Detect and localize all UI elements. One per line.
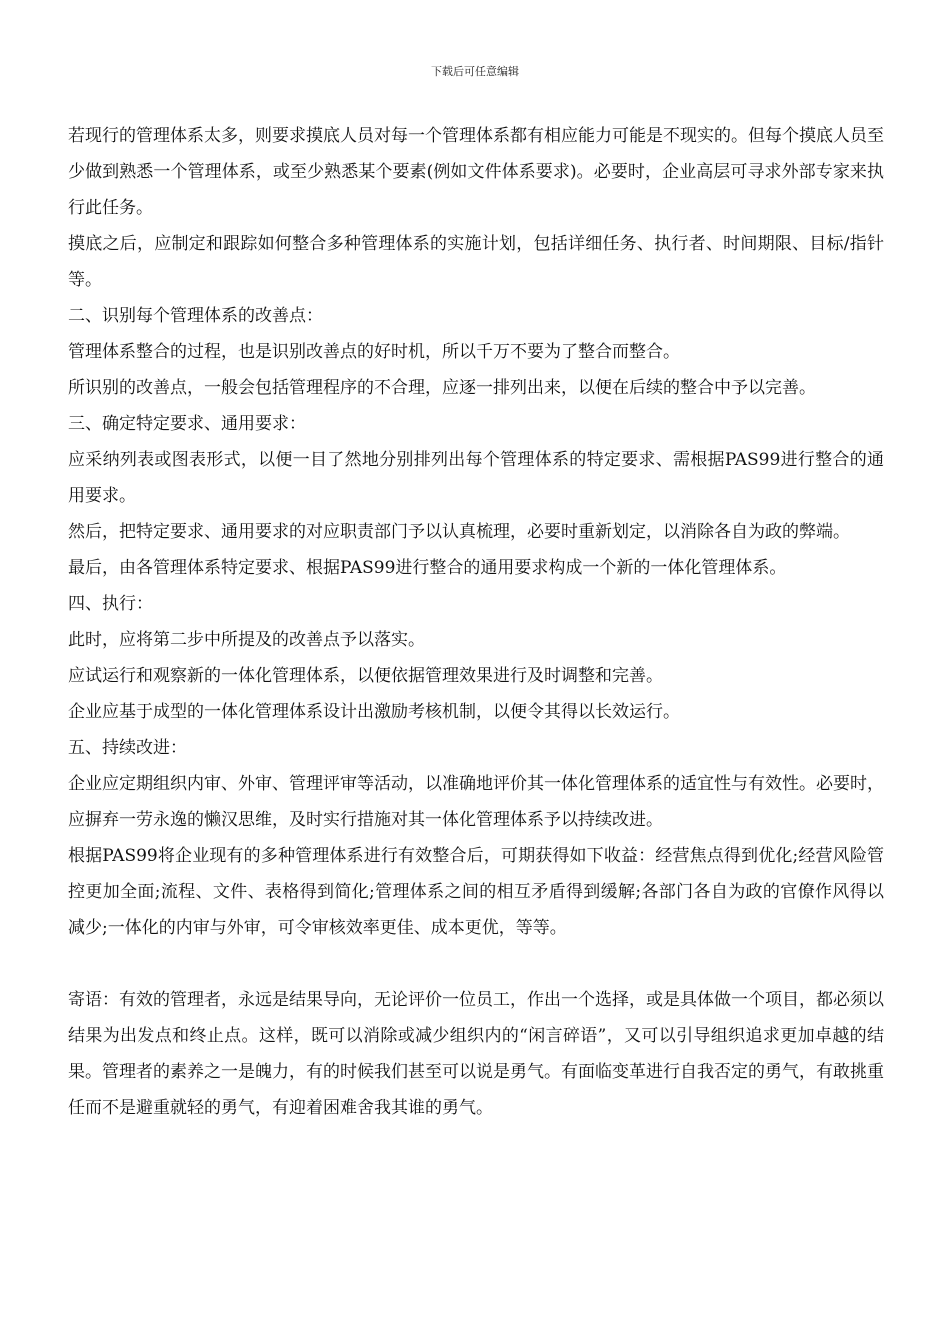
paragraph: 企业应基于成型的一体化管理体系设计出激励考核机制，以便令其得以长效运行。 [68, 702, 680, 722]
paragraph: 应采纳列表或图表形式，以便一目了然地分别排列出每个管理体系的特定要求、需根据PAS99进行整合的通用要求。 [68, 450, 884, 506]
paragraph: 应试运行和观察新的一体化管理体系，以便依据管理效果进行及时调整和完善。 [68, 666, 663, 686]
paragraph: 企业应定期组织内审、外审、管理评审等活动，以准确地评价其一体化管理体系的适宜性与有效性。必要时，应摒弃一劳永逸的懒汉思维，及时实行措施对其一体化管理体系予以持续改进。 [68, 774, 884, 830]
paragraph: 此时，应将第二步中所提及的改善点予以落实。 [68, 630, 425, 650]
closing-message: 寄语：有效的管理者，永远是结果导向，无论评价一位员工，作出一个选择，或是具体做一个项目，都必须以结果为出发点和终止点。这样，既可以消除或减少组织内的“闲言碎语”，又可以引导组织追求更加卓越的结果。管理者的素养之一是魄力，有的时候我们甚至可以说是勇气。有面临变革进行自我否定的勇气，有敢挑重任而不是避重就轻的勇气，有迎着困难舍我其谁的勇气。 [68, 990, 884, 1118]
document-body [68, 118, 884, 1126]
paragraph: 最后，由各管理体系特定要求、根据PAS99进行整合的通用要求构成一个新的一体化管理体系。 [68, 558, 787, 578]
section-heading: 五、持续改进： [68, 738, 187, 758]
paragraph: 若现行的管理体系太多，则要求摸底人员对每一个管理体系都有相应能力可能是不现实的。但每个摸底人员至少做到熟悉一个管理体系，或至少熟悉某个要素(例如文件体系要求)。必要时，企业高层可寻求外部专家来执行此任务。 [68, 126, 884, 218]
section-heading: 二、识别每个管理体系的改善点： [68, 306, 323, 326]
paragraph: 摸底之后，应制定和跟踪如何整合多种管理体系的实施计划，包括详细任务、执行者、时间期限、目标/指针等。 [68, 234, 884, 290]
page-header: 下载后可任意编辑 [431, 65, 519, 78]
paragraph: 然后，把特定要求、通用要求的对应职责部门予以认真梳理，必要时重新划定，以消除各自为政的弊端。 [68, 522, 850, 542]
section-heading: 四、执行： [68, 594, 153, 614]
blank-line [68, 946, 884, 982]
section-heading: 三、确定特定要求、通用要求： [68, 414, 306, 434]
paragraph: 根据PAS99将企业现有的多种管理体系进行有效整合后，可期获得如下收益：经营焦点得到优化;经营风险管控更加全面;流程、文件、表格得到简化;管理体系之间的相互矛盾得到缓解;各部门各自为政的官僚作风得以减少;一体化的内审与外审，可令审核效率更佳、成本更优，等等。 [68, 846, 884, 938]
paragraph: 管理体系整合的过程，也是识别改善点的好时机，所以千万不要为了整合而整合。 [68, 342, 680, 362]
paragraph: 所识别的改善点，一般会包括管理程序的不合理，应逐一排列出来，以便在后续的整合中予以完善。 [68, 378, 816, 398]
